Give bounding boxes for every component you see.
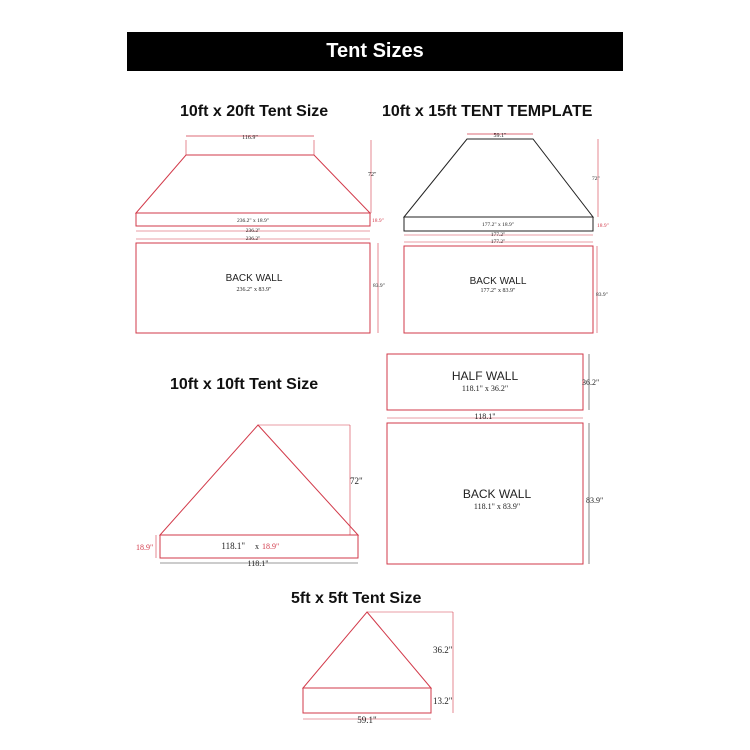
dim-10x10-valance-x: x: [255, 542, 259, 551]
dim-10x10-height: 72": [350, 476, 363, 486]
dim-10x10-valance-h: 18.9": [262, 542, 280, 551]
dim-10x10-valance-height: 18.9": [136, 543, 154, 552]
label-back-wall-118: BACK WALL: [462, 487, 532, 501]
label-10x20-backwall: BACK WALL: [225, 273, 283, 284]
diagram-10x20: [136, 135, 385, 333]
dim-10x20-height: 72": [368, 172, 377, 178]
dim-10x20-width-1: 236.2": [245, 228, 261, 234]
dim-10x20-valance-height: 18.9": [372, 218, 384, 224]
dim-half-wall-width: 118.1": [474, 412, 496, 421]
heading-10x10: 10ft x 10ft Tent Size: [170, 376, 319, 393]
dim-5x5-width: 59.1": [357, 715, 377, 725]
diagram-10x10: [136, 425, 363, 568]
diagram-10x15: [404, 133, 609, 333]
dim-10x20-width-2: 236.2": [245, 236, 261, 242]
dim-10x20-backwall: 236.2" x 83.9": [236, 287, 272, 293]
heading-5x5: 5ft x 5ft Tent Size: [291, 590, 422, 607]
dim-10x15-height: 72": [592, 176, 600, 182]
dim-10x20-backwall-height: 83.9": [373, 283, 385, 289]
dim-10x10-valance-width: 118.1": [221, 541, 245, 551]
dim-10x15-valance-height: 18.9": [597, 223, 609, 229]
dim-10x20-valance: 236.2" x 18.9": [237, 218, 269, 224]
heading-10x20: 10ft x 20ft Tent Size: [180, 103, 329, 120]
dim-half-wall: 118.1" x 36.2": [461, 384, 509, 393]
dim-5x5-height: 36.2": [433, 645, 453, 655]
dim-10x15-width-2: 177.2": [490, 239, 506, 245]
dim-10x10-width: 118.1": [247, 559, 269, 568]
dim-5x5-valance-height: 13.2": [433, 696, 453, 706]
dim-10x15-backwall-height: 83.9": [596, 292, 608, 298]
heading-10x15: 10ft x 15ft TENT TEMPLATE: [382, 103, 593, 120]
diagram-back-wall-118: [387, 423, 603, 564]
label-10x15-backwall: BACK WALL: [469, 276, 527, 287]
label-half-wall: HALF WALL: [451, 369, 519, 383]
page-title: Tent Sizes: [127, 32, 623, 71]
dim-half-wall-height: 36.2": [582, 378, 600, 387]
diagram-5x5: [303, 612, 453, 725]
dim-10x15-valance: 177.2" x 18.9": [482, 222, 514, 228]
dim-10x15-width-1: 177.2": [490, 232, 506, 238]
diagram-half-wall: [387, 354, 599, 421]
dim-back-wall-118: 118.1" x 83.9": [473, 502, 521, 511]
dim-back-wall-118-height: 83.9": [586, 496, 604, 505]
dim-10x15-top: 59.1": [493, 133, 507, 139]
dim-10x20-top: 116.9": [242, 135, 258, 141]
dim-10x15-backwall: 177.2" x 83.9": [480, 288, 516, 294]
